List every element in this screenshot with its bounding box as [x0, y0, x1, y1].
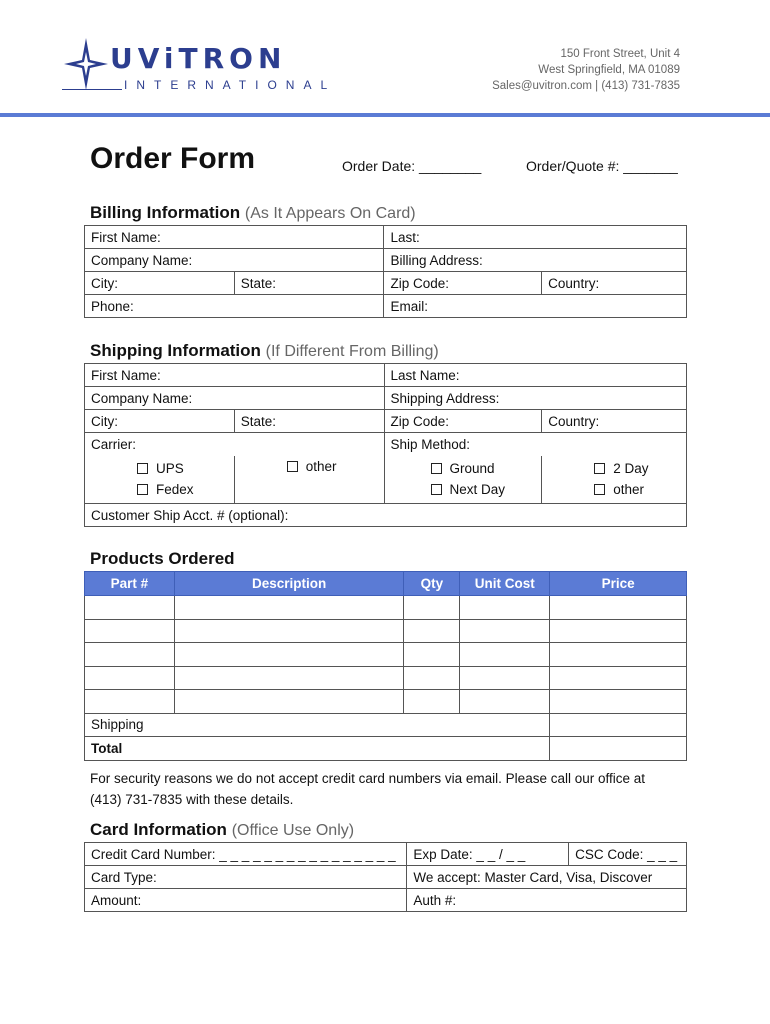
table-cell[interactable]	[85, 619, 175, 643]
shipping-table	[84, 363, 687, 527]
checkbox-icon[interactable]	[431, 463, 442, 474]
card-table	[84, 842, 687, 912]
shipping-heading	[90, 341, 439, 361]
shipping-last-name[interactable]: Last Name:	[384, 364, 687, 387]
table-cell[interactable]	[174, 690, 404, 714]
column-header: Qty	[404, 572, 460, 596]
company-contact	[492, 46, 680, 94]
table-cell[interactable]	[174, 666, 404, 690]
billing-last-name[interactable]: Last:	[384, 226, 687, 249]
compass-star-icon	[62, 34, 110, 94]
shipping-company[interactable]: Company Name:	[85, 387, 385, 410]
carrier-option-ups[interactable]	[137, 458, 228, 479]
card-heading-note: (Office Use Only)	[231, 822, 355, 839]
shipping-city[interactable]: City:	[85, 410, 235, 433]
billing-phone[interactable]: Phone:	[85, 295, 384, 318]
card-exp-field[interactable]: Exp Date: _ _ / _ _	[407, 843, 569, 866]
billing-table	[84, 225, 687, 318]
table-cell[interactable]	[85, 666, 175, 690]
card-number-field[interactable]: Credit Card Number: _ _ _ _ _ _ _ _ _ _ _ _ _ _ _ _	[85, 843, 407, 866]
logo-wordmark: UViTRON	[110, 42, 287, 75]
method-ground-label: Ground	[449, 461, 495, 477]
logo-rule	[62, 89, 122, 90]
method-option-2-day[interactable]	[594, 458, 680, 479]
billing-zip[interactable]: Zip Code:	[384, 272, 542, 295]
email-phone-line: Sales@uvitron.com | (413) 731-7835	[492, 80, 680, 92]
checkbox-icon[interactable]	[431, 484, 442, 495]
table-cell[interactable]	[174, 619, 404, 643]
carrier-option-fedex[interactable]	[137, 479, 228, 500]
table-cell[interactable]	[460, 690, 550, 714]
billing-heading-note: (As It Appears On Card)	[244, 205, 416, 222]
table-cell[interactable]	[404, 643, 460, 667]
shipping-first-name[interactable]: First Name:	[85, 364, 385, 387]
table-cell[interactable]	[174, 596, 404, 620]
shipping-cost-label: Shipping	[85, 713, 550, 737]
card-type-field[interactable]: Card Type:	[85, 866, 407, 889]
table-cell[interactable]	[404, 596, 460, 620]
carrier-options-left	[85, 456, 235, 504]
method-option-ground[interactable]	[431, 458, 536, 479]
carrier-label: Carrier:	[85, 433, 385, 456]
table-cell[interactable]	[550, 619, 687, 643]
address-line-1: 150 Front Street, Unit 4	[560, 48, 680, 60]
table-cell[interactable]	[550, 666, 687, 690]
total-label: Total	[85, 737, 550, 761]
column-header: Price	[550, 572, 687, 596]
carrier-other-label: other	[305, 458, 337, 474]
table-row	[85, 666, 687, 690]
table-cell[interactable]	[174, 643, 404, 667]
accepted-cards: We accept: Master Card, Visa, Discover	[407, 866, 687, 889]
card-heading	[90, 820, 354, 840]
table-row	[85, 643, 687, 667]
logo-subtitle: INTERNATIONAL	[124, 78, 337, 92]
table-cell[interactable]	[550, 643, 687, 667]
table-cell[interactable]	[404, 666, 460, 690]
carrier-ups-label: UPS	[156, 461, 184, 477]
company-logo	[62, 34, 337, 100]
table-cell[interactable]	[85, 690, 175, 714]
table-cell[interactable]	[404, 690, 460, 714]
billing-country[interactable]: Country:	[542, 272, 687, 295]
card-csc-field[interactable]: CSC Code: _ _ _	[569, 843, 687, 866]
shipping-heading-note: (If Different From Billing)	[265, 343, 439, 360]
table-row	[85, 619, 687, 643]
shipping-state[interactable]: State:	[234, 410, 384, 433]
column-header: Unit Cost	[460, 572, 550, 596]
table-cell[interactable]	[460, 619, 550, 643]
ship-method-label: Ship Method:	[384, 433, 687, 456]
products-heading: Products Ordered	[90, 549, 235, 568]
table-row	[85, 596, 687, 620]
shipping-heading-text: Shipping Information	[90, 341, 261, 360]
billing-email[interactable]: Email:	[384, 295, 687, 318]
shipping-zip[interactable]: Zip Code:	[384, 410, 542, 433]
total-row	[85, 737, 687, 761]
billing-heading-text: Billing Information	[90, 203, 241, 222]
card-heading-text: Card Information	[90, 820, 227, 839]
checkbox-icon[interactable]	[594, 463, 605, 474]
security-notice: For security reasons we do not accept credit card numbers via email. Please call our office at (413) 731-7835 with these details.	[90, 771, 646, 807]
address-line-2: West Springfield, MA 01089	[538, 64, 680, 76]
billing-first-name[interactable]: First Name:	[85, 226, 384, 249]
order-date-field[interactable]: Order Date: ________	[342, 158, 482, 174]
method-other-label: other	[613, 482, 645, 498]
checkbox-icon[interactable]	[594, 484, 605, 495]
table-cell[interactable]	[85, 596, 175, 620]
carrier-options-right	[234, 456, 384, 504]
method-2-day-label: 2 Day	[613, 461, 649, 477]
billing-city[interactable]: City:	[85, 272, 235, 295]
table-row	[85, 690, 687, 714]
table-cell[interactable]	[550, 596, 687, 620]
method-option-other[interactable]	[594, 479, 680, 500]
shipping-row	[85, 713, 687, 737]
checkbox-icon[interactable]	[137, 463, 148, 474]
order-quote-field[interactable]: Order/Quote #: _______	[526, 158, 678, 174]
carrier-fedex-label: Fedex	[156, 482, 194, 498]
card-amount-field[interactable]: Amount:	[85, 889, 407, 912]
table-cell[interactable]	[460, 666, 550, 690]
header-divider	[0, 113, 770, 117]
billing-heading	[90, 203, 416, 223]
products-header-row	[85, 572, 687, 596]
shipping-country[interactable]: Country:	[542, 410, 687, 433]
carrier-option-other[interactable]	[287, 456, 378, 477]
billing-company[interactable]: Company Name:	[85, 249, 384, 272]
customer-ship-account[interactable]: Customer Ship Acct. # (optional):	[85, 504, 687, 527]
total-value[interactable]	[550, 737, 687, 761]
column-header: Part #	[85, 572, 175, 596]
column-header: Description	[174, 572, 404, 596]
table-cell[interactable]	[85, 643, 175, 667]
table-cell[interactable]	[460, 643, 550, 667]
products-table	[84, 571, 687, 761]
method-options-right	[542, 456, 687, 504]
shipping-cost-value[interactable]	[550, 713, 687, 737]
method-option-next-day[interactable]	[431, 479, 536, 500]
page-title: Order Form	[90, 142, 256, 175]
checkbox-icon[interactable]	[137, 484, 148, 495]
billing-address[interactable]: Billing Address:	[384, 249, 687, 272]
card-auth-field[interactable]: Auth #:	[407, 889, 687, 912]
table-cell[interactable]	[460, 596, 550, 620]
method-options-left	[384, 456, 542, 504]
checkbox-icon[interactable]	[287, 461, 298, 472]
table-cell[interactable]	[404, 619, 460, 643]
table-cell[interactable]	[550, 690, 687, 714]
shipping-address[interactable]: Shipping Address:	[384, 387, 687, 410]
method-next-day-label: Next Day	[449, 482, 506, 498]
billing-state[interactable]: State:	[234, 272, 384, 295]
